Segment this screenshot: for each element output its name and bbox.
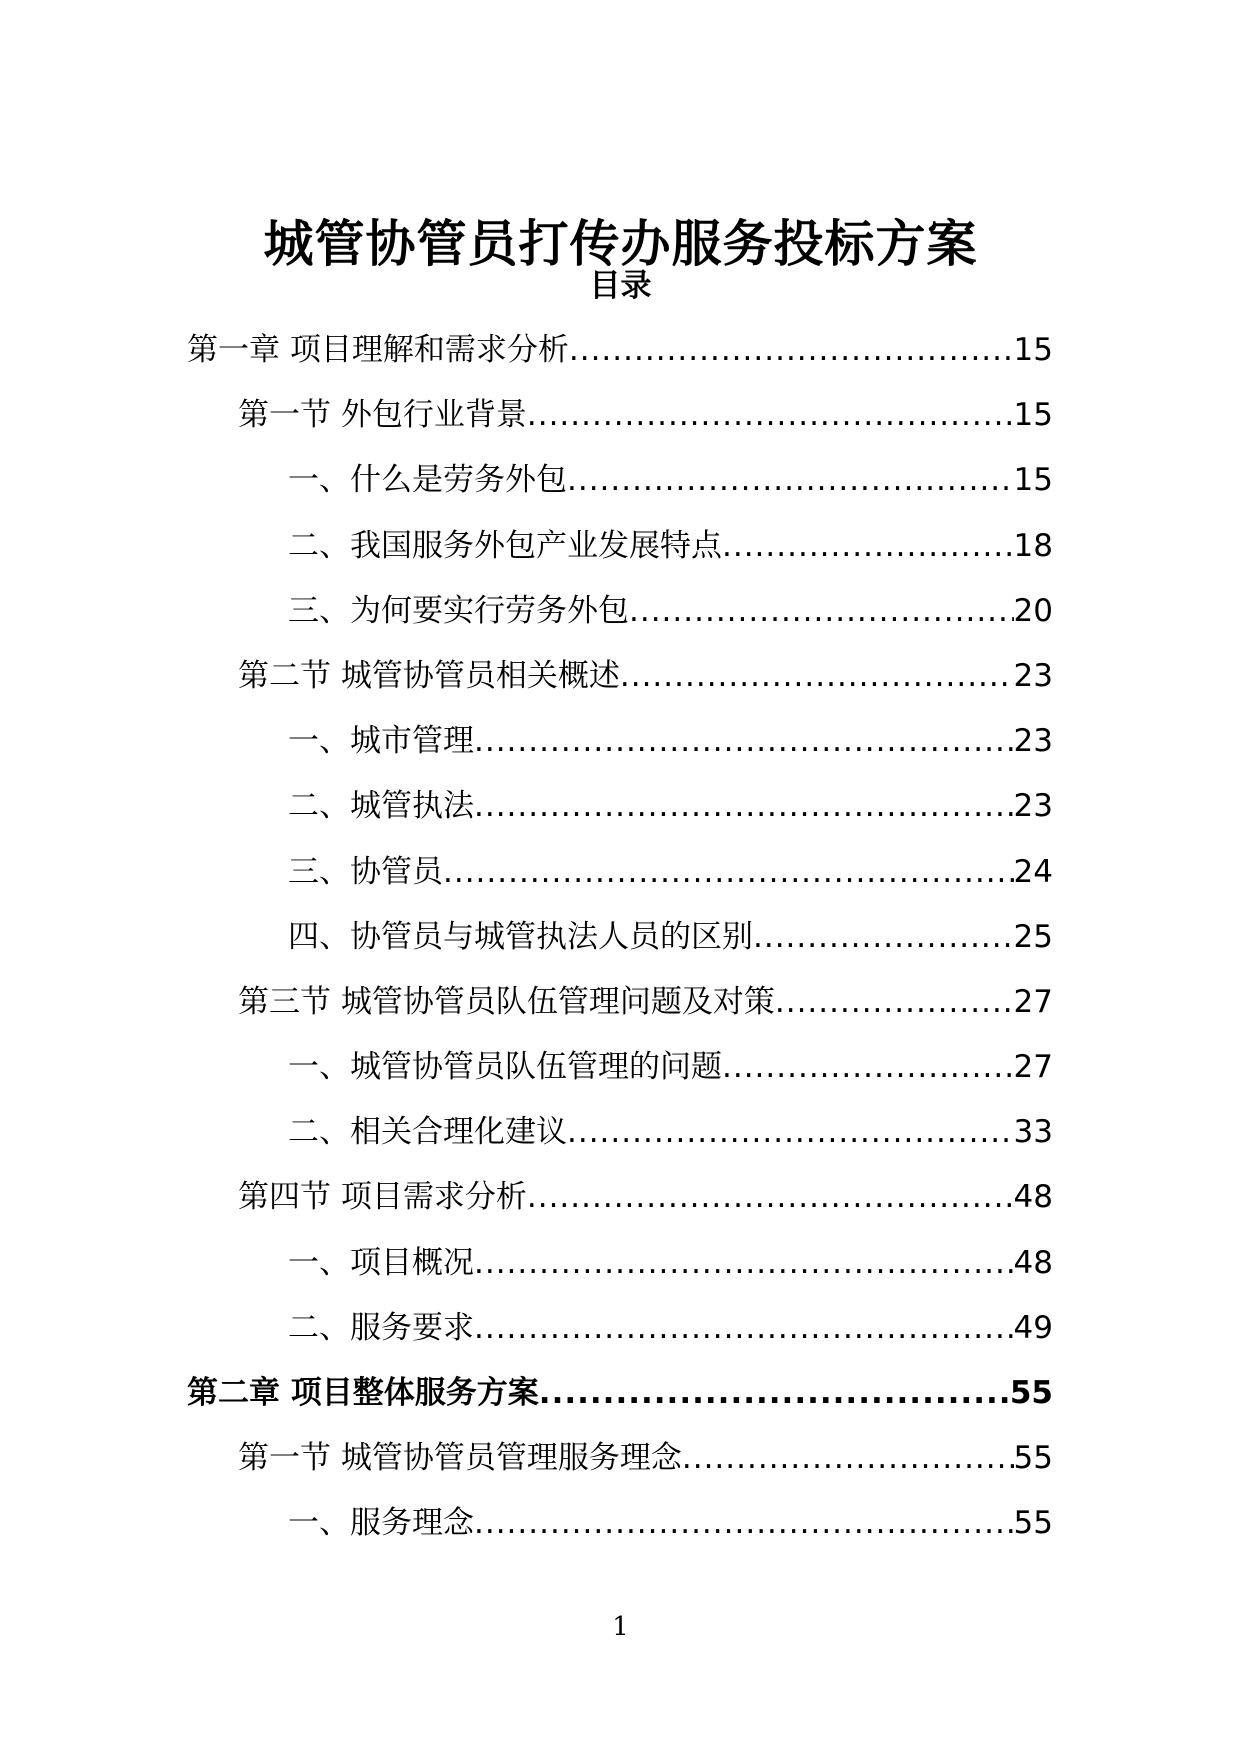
toc-dot-leader (569, 328, 1014, 372)
toc-entry-title: 二、相关合理化建议 (288, 1114, 567, 1151)
toc-entry[interactable] (187, 328, 1053, 393)
toc-entry-page: 49 (1013, 1309, 1053, 1346)
toc-entry[interactable] (187, 1501, 1053, 1566)
toc-dot-leader (539, 1371, 1010, 1415)
toc-entry-page: 55 (1009, 1375, 1053, 1411)
toc-entry[interactable] (187, 524, 1053, 589)
toc-entry-page: 15 (1013, 332, 1053, 368)
toc-entry[interactable] (187, 654, 1053, 719)
toc-entry-title: 二、服务要求 (288, 1309, 474, 1346)
toc-entry-page: 48 (1013, 1244, 1053, 1281)
toc-entry-page: 20 (1013, 592, 1053, 629)
toc-entry-title: 三、为何要实行劳务外包 (288, 592, 629, 629)
toc-entry-page: 15 (1013, 462, 1053, 499)
toc-entry[interactable] (187, 850, 1053, 915)
toc-dot-leader (682, 1436, 1014, 1480)
toc-dot-leader (722, 524, 1014, 568)
toc-entry-title: 一、什么是劳务外包 (288, 462, 567, 499)
toc-dot-leader (567, 458, 1014, 502)
toc-entry-page: 27 (1013, 1049, 1053, 1086)
toc-entry[interactable] (187, 458, 1053, 523)
toc-entry-page: 25 (1013, 918, 1053, 955)
toc-entry-page: 18 (1013, 527, 1053, 564)
toc-entry[interactable] (187, 980, 1053, 1045)
toc-dot-leader (620, 654, 1014, 698)
toc-entry-page: 55 (1013, 1440, 1053, 1477)
page-number: 1 (612, 1612, 629, 1642)
toc-entry-title: 一、城管协管员队伍管理的问题 (288, 1049, 722, 1086)
toc-dot-leader (474, 1306, 1014, 1350)
toc-entry[interactable] (187, 1045, 1053, 1110)
toc-dot-leader (753, 915, 1014, 959)
toc-dot-leader (443, 850, 1014, 894)
toc-entry-title: 第四节 项目需求分析 (238, 1179, 527, 1216)
toc-entry-page: 55 (1013, 1505, 1053, 1542)
toc-entry-page: 23 (1013, 657, 1053, 694)
toc-dot-leader (722, 1045, 1014, 1089)
toc-dot-leader (629, 589, 1014, 633)
toc-dot-leader (474, 1501, 1014, 1545)
toc-entry[interactable] (187, 784, 1053, 849)
toc-dot-leader (474, 719, 1014, 763)
toc-entry-title: 第一节 城管协管员管理服务理念 (238, 1440, 682, 1477)
toc-dot-leader (775, 980, 1014, 1024)
toc-entry-title: 一、项目概况 (288, 1244, 474, 1281)
toc-entry-page: 24 (1013, 853, 1053, 890)
toc-entry-page: 27 (1013, 983, 1053, 1020)
toc-entry-title: 二、我国服务外包产业发展特点 (288, 527, 722, 564)
toc-entry-title: 一、城市管理 (288, 723, 474, 760)
toc-entry[interactable] (187, 1241, 1053, 1306)
toc-dot-leader (474, 1241, 1014, 1285)
document-title: 城管协管员打传办服务投标方案 (263, 214, 978, 273)
toc-entry-title: 四、协管员与城管执法人员的区别 (288, 918, 753, 955)
toc-entry-page: 33 (1013, 1114, 1053, 1151)
toc-entry-page: 23 (1013, 788, 1053, 825)
toc-dot-leader (527, 1175, 1014, 1219)
toc-entry[interactable] (187, 915, 1053, 980)
toc-entry-page: 23 (1013, 723, 1053, 760)
toc-entry-title: 第一章 项目理解和需求分析 (187, 332, 569, 368)
toc-entry-page: 15 (1013, 397, 1053, 434)
toc-heading: 目录 (589, 268, 652, 304)
toc-entry[interactable] (187, 1175, 1053, 1240)
toc-entry-title: 第三节 城管协管员队伍管理问题及对策 (238, 983, 775, 1020)
toc-entry-title: 二、城管执法 (288, 788, 474, 825)
toc-dot-leader (567, 1110, 1014, 1154)
toc-entry[interactable] (187, 1306, 1053, 1371)
toc-dot-leader (527, 393, 1014, 437)
toc-entry[interactable] (187, 589, 1053, 654)
toc-entry-title: 第一节 外包行业背景 (238, 397, 527, 434)
toc-dot-leader (474, 784, 1014, 828)
toc-entry-title: 一、服务理念 (288, 1505, 474, 1542)
toc-entry-page: 48 (1013, 1179, 1053, 1216)
toc-entry-title: 三、协管员 (288, 853, 443, 890)
toc-entry[interactable] (187, 393, 1053, 458)
toc-entry-title: 第二节 城管协管员相关概述 (238, 657, 620, 694)
toc-entry[interactable] (187, 1436, 1053, 1501)
table-of-contents (187, 328, 1053, 1567)
toc-entry-title: 第二章 项目整体服务方案 (187, 1375, 539, 1411)
toc-entry[interactable] (187, 1110, 1053, 1175)
toc-entry[interactable] (187, 1371, 1053, 1436)
toc-entry[interactable] (187, 719, 1053, 784)
